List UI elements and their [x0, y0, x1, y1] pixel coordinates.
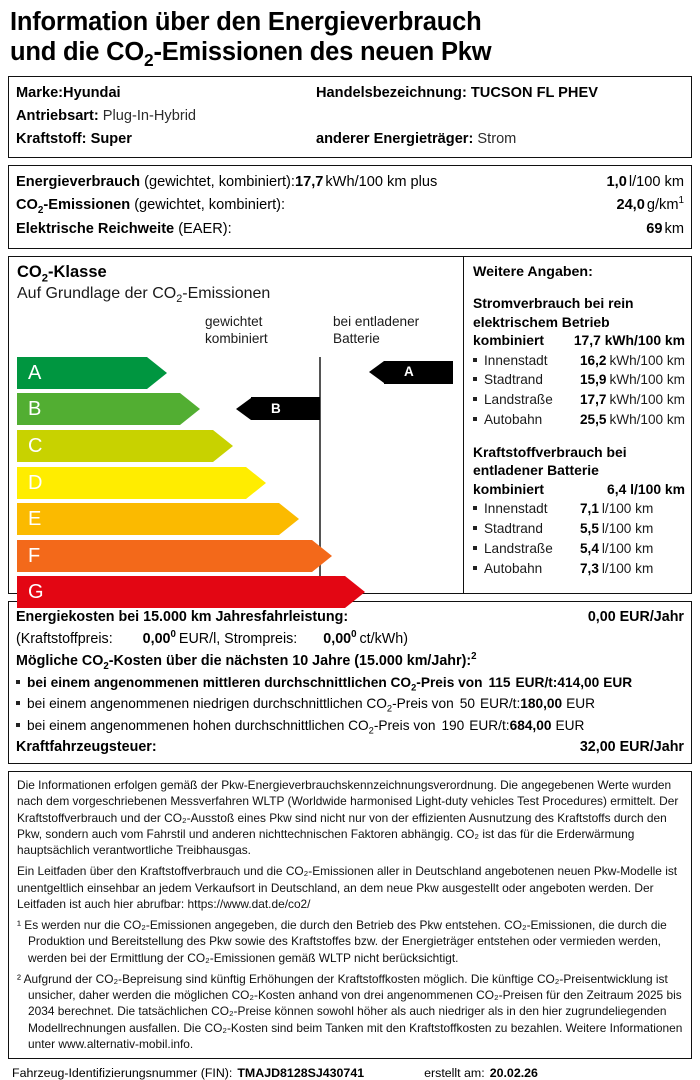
- cycle-unit: kWh/100 km: [609, 412, 685, 428]
- cycle-name: Autobahn: [483, 560, 543, 576]
- vehicle-tax-value: 32,00: [579, 738, 616, 755]
- co2-cost-description: bei einem angenommenen hohen durchschnittlichen $CO_2$-Preis von: [27, 717, 436, 736]
- electric-combined-row: [473, 331, 685, 350]
- co2-class-letter: A: [28, 361, 42, 384]
- created-value: 20.02.26: [489, 1066, 538, 1080]
- co2-cost-value-unit: EUR: [566, 696, 596, 712]
- bar-body: [17, 503, 279, 535]
- cycle-value: 7,3: [579, 560, 599, 576]
- co2-class-bar-A: [17, 357, 167, 389]
- co2-subscript: 2: [37, 205, 44, 217]
- cycle-unit: kWh/100 km: [609, 392, 685, 408]
- bullet-square-icon: [473, 526, 477, 530]
- fuel-price-label: (Kraftstoffpreis:: [16, 630, 113, 647]
- co2-class-row-G: [17, 576, 463, 608]
- co2-costs-heading: Mögliche $CO_2$-Kosten über die nächsten 10 Jahre (15.000 km/Jahr):$^2$: [16, 651, 477, 672]
- energy-costs-label: Energiekosten bei 15.000 km Jahresfahrleistung:: [16, 608, 349, 625]
- energy-carrier-label: anderer Energieträger:: [316, 130, 474, 147]
- legal-notes-box: [8, 771, 692, 1059]
- co2-cost-description: bei einem angenommenen niedrigen durchschnittlichen $CO_2$-Preis von: [27, 696, 454, 715]
- co2-class-row-F: [17, 540, 463, 572]
- fuel-consumption-item: [473, 519, 685, 539]
- co2-cost-value-unit: EUR: [603, 675, 633, 691]
- footnote-2: ² Aufgrund der CO₂-Bepreisung sind künftig Erhöhungen der Kraftstoffkosten möglich. Die künftige CO₂-Preisentwicklung ist unsicher, daher werden die möglichen CO₂-Kosten anhand von drei angenommenen CO₂-Preisen für den Zeitraum 2025 bis 2034 berechnet. Die tatsächlichen CO₂-Preise können sowohl höher als auch niedriger als in den hier zugrundeliegenden Modellrechnungen ausfallen. Die CO₂-Kosten sind beim Tanken mit den Kraftstoffkosten zu bezahlen. Weitere Informationen unter www.alternativ-mobil.info.: [17, 971, 683, 1051]
- bar-arrow-tip: [180, 393, 200, 425]
- fuel-consumption-heading: Kraftstoffverbrauch bei entladener Batterie: [472, 443, 627, 479]
- co2-price-assumption: 50: [459, 696, 475, 712]
- energy-consumption-unit: kWh/100 km plus: [325, 173, 438, 190]
- cycle-unit: l/100 km: [601, 501, 654, 517]
- electric-range-label: Elektrische Reichweite: [16, 221, 175, 238]
- co2-price-unit: EUR/t:: [515, 675, 558, 691]
- co2-subscript: 2: [41, 272, 48, 285]
- co2-cost-value: 684,00: [509, 717, 552, 733]
- fuel-price-value: 0,00$^0$: [142, 629, 176, 647]
- electric-range-qualifier: (EAER):: [178, 221, 232, 238]
- fuel-consumption-item: [473, 559, 685, 579]
- electric-range-value: 69: [646, 221, 663, 238]
- power-price-unit: ct/kWh): [359, 630, 408, 647]
- co2-class-bar-C: [17, 430, 233, 462]
- bar-arrow-tip: [345, 576, 365, 608]
- co2-class-letter: D: [28, 471, 43, 494]
- co2-cost-row: [16, 715, 684, 736]
- co2-cost-description: bei einem angenommenen mittleren durchschnittlichen $CO_2$-Preis von: [27, 675, 483, 693]
- co2-subscript: 2: [144, 49, 154, 70]
- electric-consumption-list: [473, 351, 685, 430]
- vehicle-row-fuel: [16, 128, 684, 151]
- fin-value: TMAJD8128SJ430741: [237, 1066, 365, 1080]
- cycle-name: Stadtrand: [483, 521, 543, 537]
- energy-consumption-value-2: 1,0: [606, 173, 627, 190]
- co2-cost-value-unit: EUR: [555, 717, 585, 733]
- cycle-name: Innenstadt: [483, 352, 548, 368]
- footer-row: [8, 1066, 692, 1080]
- bullet-square-icon: [473, 417, 477, 421]
- legal-paragraph-1: Die Informationen erfolgen gemäß der Pkw-Energieverbrauchskennzeichnungsverordnung. Die angegebenen Werte wurden nach dem vorgeschriebenen Messverfahren WLTP (Worldwide harmonised Light-duty vehicles Test Procedures) ermittelt. Der Kraftstoffverbrauch und der CO₂-Ausstoß eines Pkw sind nicht nur von der effizienten Ausnutzung des Kraftstoffs durch den Pkw, sondern auch vom Fahrstil und anderen nichttechnischen Faktoren abhängig. CO₂ ist das für die Erderwärmung hauptsächlich verantwortliche Treibhausgas.: [17, 778, 679, 858]
- power-price-value: 0,00$^0$: [323, 629, 357, 647]
- energy-consumption-value: 17,7: [294, 173, 324, 190]
- co2-class-letter: C: [28, 434, 43, 457]
- bullet-square-icon: [473, 358, 477, 362]
- cycle-value: 7,1: [579, 501, 599, 517]
- electric-consumption-item: [473, 370, 685, 390]
- co2-class-row-A: [17, 357, 463, 389]
- further-details-heading: Weitere Angaben:: [472, 263, 593, 280]
- electric-range-unit: km: [664, 221, 684, 238]
- cycle-value: 25,5: [579, 412, 607, 428]
- vehicle-info-box: [8, 76, 692, 158]
- co2-emissions-qualifier: (gewichtet, kombiniert):: [134, 197, 286, 214]
- co2-cost-value: 180,00: [520, 696, 563, 712]
- marker-body: [251, 397, 320, 420]
- fuel-combined-row: [473, 480, 685, 499]
- cycle-value: 16,2: [579, 352, 607, 368]
- co2-class-subtitle: Auf Grundlage der $CO_2$-Emissionen: [17, 284, 271, 305]
- bar-arrow-tip: [246, 467, 266, 499]
- co2-cost-row: [16, 693, 684, 714]
- co2-class-panel: [8, 256, 692, 604]
- electric-consumption-item: [473, 351, 685, 371]
- energy-consumption-unit-2: l/100 km: [628, 173, 684, 190]
- vehicle-tax-unit: EUR/Jahr: [619, 738, 684, 755]
- consumption-row-co2: [16, 194, 684, 218]
- fuel-combined-value: 6,4 l/100 km: [607, 480, 685, 497]
- co2-subscript: 2: [176, 292, 183, 305]
- bar-body: [17, 393, 180, 425]
- cycle-value: 17,7: [579, 392, 607, 408]
- fuel-label: Kraftstoff:: [16, 130, 87, 147]
- vehicle-row-brand: [16, 82, 684, 105]
- further-details-column: [463, 257, 691, 593]
- co2-class-letter: B: [28, 398, 42, 421]
- electric-consumption-heading: Stromverbrauch bei rein elektrischem Betrieb: [472, 295, 634, 330]
- cycle-unit: kWh/100 km: [609, 372, 685, 388]
- bullet-square-icon: [16, 680, 20, 684]
- co2-class-bar-B: [17, 393, 200, 425]
- cycle-name: Autobahn: [483, 412, 543, 428]
- co2-class-row-B: [17, 393, 463, 425]
- fuel-combined-label: kombiniert: [472, 480, 544, 497]
- footnote-1: ¹ Es werden nur die CO₂-Emissionen angegeben, die durch den Betrieb des Pkw entstehen. CO₂-Emissionen, die durch die Produktion und Bereitstellung des Pkw sowie des Kraftstoffes bzw. der Energieträger entstehen oder vermieden werden, werden bei der Ermittlung der CO₂-Emissionen gemäß WLTP nicht berücksichtigt.: [17, 918, 667, 965]
- co2-class-title: $CO_2$-Klasse: [17, 262, 107, 285]
- co2-class-letter: F: [28, 544, 41, 567]
- cycle-unit: l/100 km: [601, 560, 654, 576]
- column-header-weighted: gewichtet kombiniert: [205, 313, 268, 347]
- co2-emissions-label: $CO_2$-Emissionen: [16, 197, 131, 217]
- electric-combined-label: kombiniert: [472, 332, 544, 349]
- bullet-square-icon: [473, 506, 477, 510]
- price-assumptions-row: [16, 628, 684, 650]
- co2-price-unit: EUR/t:: [479, 696, 521, 712]
- co2-emissions-value: 24,0: [616, 197, 645, 214]
- co2-class-scale: [17, 357, 463, 613]
- title-line-1: Information über den Energieverbrauch: [10, 8, 482, 36]
- cycle-unit: kWh/100 km: [609, 352, 685, 368]
- cycle-value: 5,4: [579, 541, 599, 557]
- bar-body: [17, 540, 312, 572]
- co2-marker-weighted-combined: [236, 397, 320, 420]
- bullet-square-icon: [16, 701, 20, 705]
- co2-cost-value: 414,00: [557, 675, 600, 691]
- marker-label: B: [271, 401, 281, 417]
- bullet-square-icon: [473, 566, 477, 570]
- created-label: erstellt am:: [424, 1066, 485, 1080]
- brand-value: Hyundai: [63, 84, 121, 101]
- fuel-consumption-list: [473, 499, 685, 578]
- co2-cost-rows: [16, 672, 684, 736]
- fuel-price-unit: EUR/l, Strompreis:: [178, 630, 298, 647]
- bullet-square-icon: [473, 377, 477, 381]
- costs-box: [8, 601, 692, 764]
- cycle-unit: l/100 km: [601, 521, 654, 537]
- consumption-row-energy: [16, 171, 684, 195]
- bullet-square-icon: [16, 723, 20, 727]
- title-line-2: und die $CO_2$-Emissionen des neuen Pkw: [10, 37, 492, 70]
- page-title: [10, 8, 692, 68]
- cycle-value: 5,5: [579, 521, 599, 537]
- electric-consumption-block: [473, 294, 685, 430]
- co2-class-bar-E: [17, 503, 299, 535]
- fuel-consumption-item: [473, 499, 685, 519]
- co2-price-assumption: 190: [441, 717, 465, 733]
- electric-combined-value: 17,7 kWh/100 km: [573, 332, 685, 349]
- bar-arrow-tip: [279, 503, 299, 535]
- bar-arrow-tip: [213, 430, 233, 462]
- drivetrain-value: Plug-In-Hybrid: [102, 107, 197, 124]
- model-label: Handelsbezeichnung:: [316, 84, 467, 101]
- bar-arrow-tip: [312, 540, 332, 572]
- fin-label: Fahrzeug-Identifizierungsnummer (FIN):: [12, 1066, 233, 1080]
- co2-emissions-unit: $g/km^1$: [646, 195, 684, 214]
- cycle-name: Landstraße: [483, 541, 553, 557]
- energy-consumption-qualifier: (gewichtet, kombiniert):: [144, 173, 295, 190]
- cycle-name: Landstraße: [483, 392, 553, 408]
- marker-label: A: [404, 364, 414, 380]
- bullet-square-icon: [473, 546, 477, 550]
- cycle-unit: l/100 km: [601, 541, 654, 557]
- consumption-summary-box: [8, 165, 692, 249]
- co2-price-unit: EUR/t:: [469, 717, 510, 733]
- co2-class-bar-G: [17, 576, 365, 608]
- cycle-name: Stadtrand: [483, 372, 543, 388]
- co2-class-scale-area: [9, 257, 463, 604]
- co2-class-row-C: [17, 430, 463, 462]
- bar-body: [17, 576, 345, 608]
- column-header-discharged: bei entladener Batterie: [333, 313, 420, 347]
- co2-subscript: 2: [103, 660, 109, 672]
- electric-consumption-item: [473, 410, 685, 430]
- vehicle-tax-label: Kraftfahrzeugsteuer:: [16, 738, 157, 755]
- co2-class-bar-D: [17, 467, 266, 499]
- vehicle-tax-row: [16, 736, 684, 758]
- marker-arrow-icon: [369, 361, 384, 383]
- model-value: TUCSON FL PHEV: [470, 84, 598, 101]
- co2-column-headers: [9, 313, 463, 355]
- fuel-consumption-item: [473, 539, 685, 559]
- co2-cost-row: [16, 672, 684, 693]
- drivetrain-label: Antriebsart:: [16, 107, 99, 124]
- consumption-row-range: [16, 218, 684, 242]
- marker-arrow-icon: [236, 398, 251, 420]
- co2-class-row-E: [17, 503, 463, 535]
- energy-carrier-value: Strom: [477, 130, 517, 147]
- electric-consumption-item: [473, 390, 685, 410]
- bar-body: [17, 430, 213, 462]
- footnote-marker-1: 1: [678, 195, 684, 207]
- fuel-consumption-block: [473, 443, 685, 579]
- cycle-name: Innenstadt: [483, 501, 548, 517]
- co2-class-bar-F: [17, 540, 332, 572]
- footnote-marker-2: 2: [471, 651, 477, 663]
- co2-price-assumption: 115: [488, 675, 511, 691]
- co2-class-letter: G: [28, 581, 44, 604]
- bar-arrow-tip: [147, 357, 167, 389]
- marker-body: [384, 361, 453, 384]
- legal-paragraph-2: Ein Leitfaden über den Kraftstoffverbrauch und die CO₂-Emissionen aller in Deutschland angebotenen neuen Pkw-Modelle ist unentgeltlich einsehbar an jedem Verkaufsort in Deutschland, an dem neue Pkw ausgestellt oder angeboten werden. Der Leitfaden ist auch hier abrufbar: https://www.dat.de/co2/: [17, 864, 678, 911]
- cycle-value: 15,9: [579, 372, 607, 388]
- co2-marker-discharged-battery: [369, 361, 453, 384]
- bullet-square-icon: [473, 397, 477, 401]
- co2-class-row-D: [17, 467, 463, 499]
- brand-label: Marke:: [16, 84, 64, 101]
- energy-consumption-label: Energieverbrauch: [16, 173, 141, 190]
- bar-body: [17, 467, 246, 499]
- co2-class-letter: E: [28, 508, 42, 531]
- energy-costs-value: 0,00 EUR/Jahr: [587, 608, 684, 625]
- vehicle-row-drivetrain: [16, 105, 684, 128]
- fuel-value: Super: [90, 130, 132, 147]
